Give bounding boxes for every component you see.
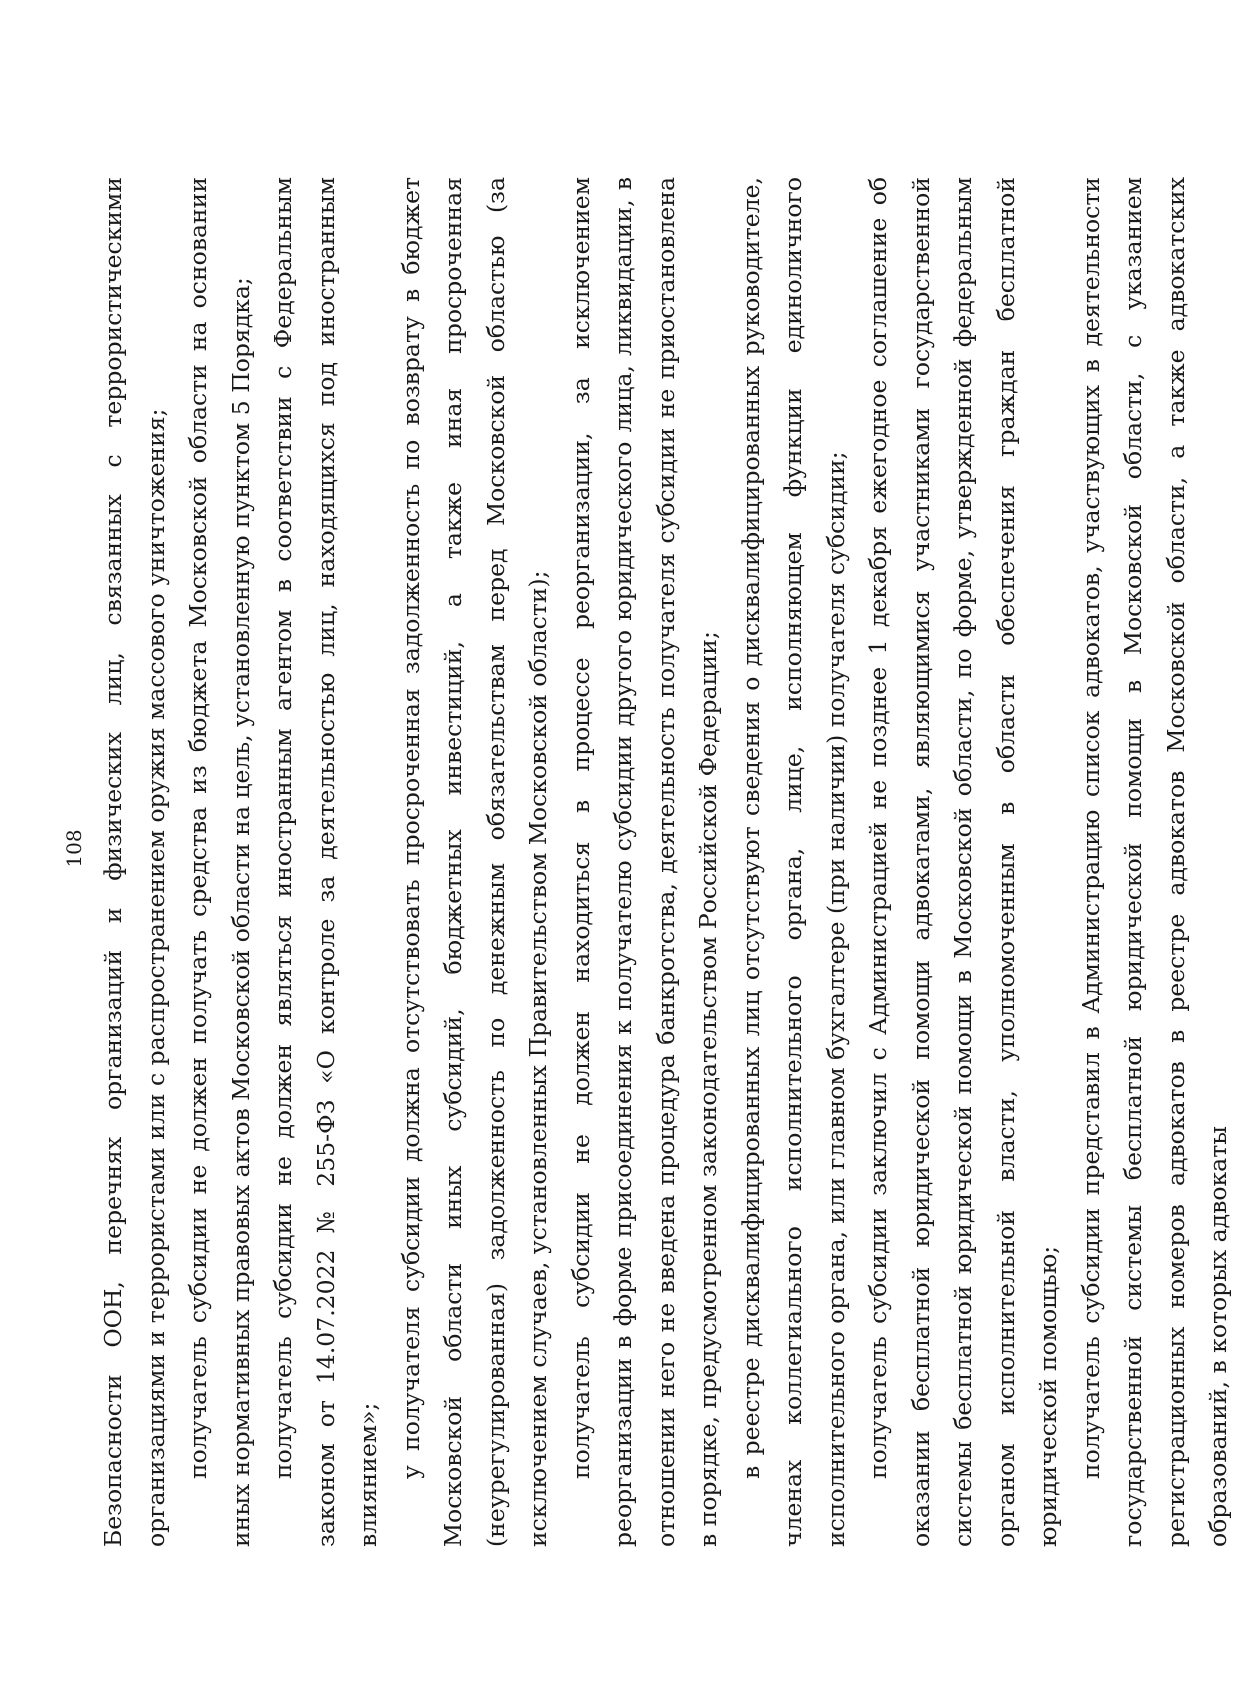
- paragraph-un-security-council-lists: Безопасности ООН, перечнях организаций и физических лиц, связанных с террористическими организациями и террористами или с распространением оружия массового уничтожения;: [99, 177, 170, 1547]
- page-number: 108: [62, 829, 86, 868]
- paragraph-not-foreign-agent: получатель субсидии не должен являться иностранным агентом в соответствии с Федеральным законом от 14.07.2022 № 255-ФЗ «О контроле за деятельностью лиц, находящихся под иностранным влиянием»;: [269, 177, 382, 1547]
- paragraph-list-of-lawyers: получатель субсидии представил в Администрацию список адвокатов, участвующих в деятельности государственной системы бесплатной юридической помощи в Московской области, с указанием регистрационных номеров адвокатов в реестре адвокатов Московской области, а также адвокатских образований, в которых адвокаты: [1076, 177, 1232, 1547]
- paragraph-annual-agreement: получатель субсидии заключил с Администрацией не позднее 1 декабря ежегодное соглашение об оказании бесплатной юридической помощи адвокатами, являющимися участниками государственной системы бесплатной юридической помощи в Московской области, по форме, утвержденной федеральным органом исполнительной власти, уполномоченным в области обеспечения граждан бесплатной юридической помощью;: [864, 177, 1062, 1547]
- paragraph-no-other-budget-funds: получатель субсидии не должен получать средства из бюджета Московской области на основании иных нормативных правовых актов Московской области на цель, установленную пунктом 5 Порядка;: [184, 177, 255, 1547]
- document-body: [92, 177, 1240, 1547]
- paragraph-no-overdue-debt: у получателя субсидии должна отсутствовать просроченная задолженность по возврату в бюджет Московской области иных субсидий, бюджетных инвестиций, а также иная просроченная (неурегулированная) задолженность по денежным обязательствам перед Московской областью (за исключением случаев, установленных Правительством Московской области);: [396, 177, 552, 1547]
- paragraph-disqualified-persons-registry: в реестре дисквалифицированных лиц отсутствуют сведения о дисквалифицированных руководителе, членах коллегиального исполнительного органа, лице, исполняющем функции единоличного исполнительного органа, или главном бухгалтере (при наличии) получателя субсидии;: [736, 177, 850, 1547]
- paragraph-no-reorganization: получатель субсидии не должен находиться в процессе реорганизации, за исключением реорганизации в форме присоединения к получателю субсидии другого юридического лица, ликвидации, в отношении него не введена процедура банкротства, деятельность получателя субсидии не приостановлена в порядке, предусмотренном законодательством Российской Федерации;: [566, 177, 722, 1547]
